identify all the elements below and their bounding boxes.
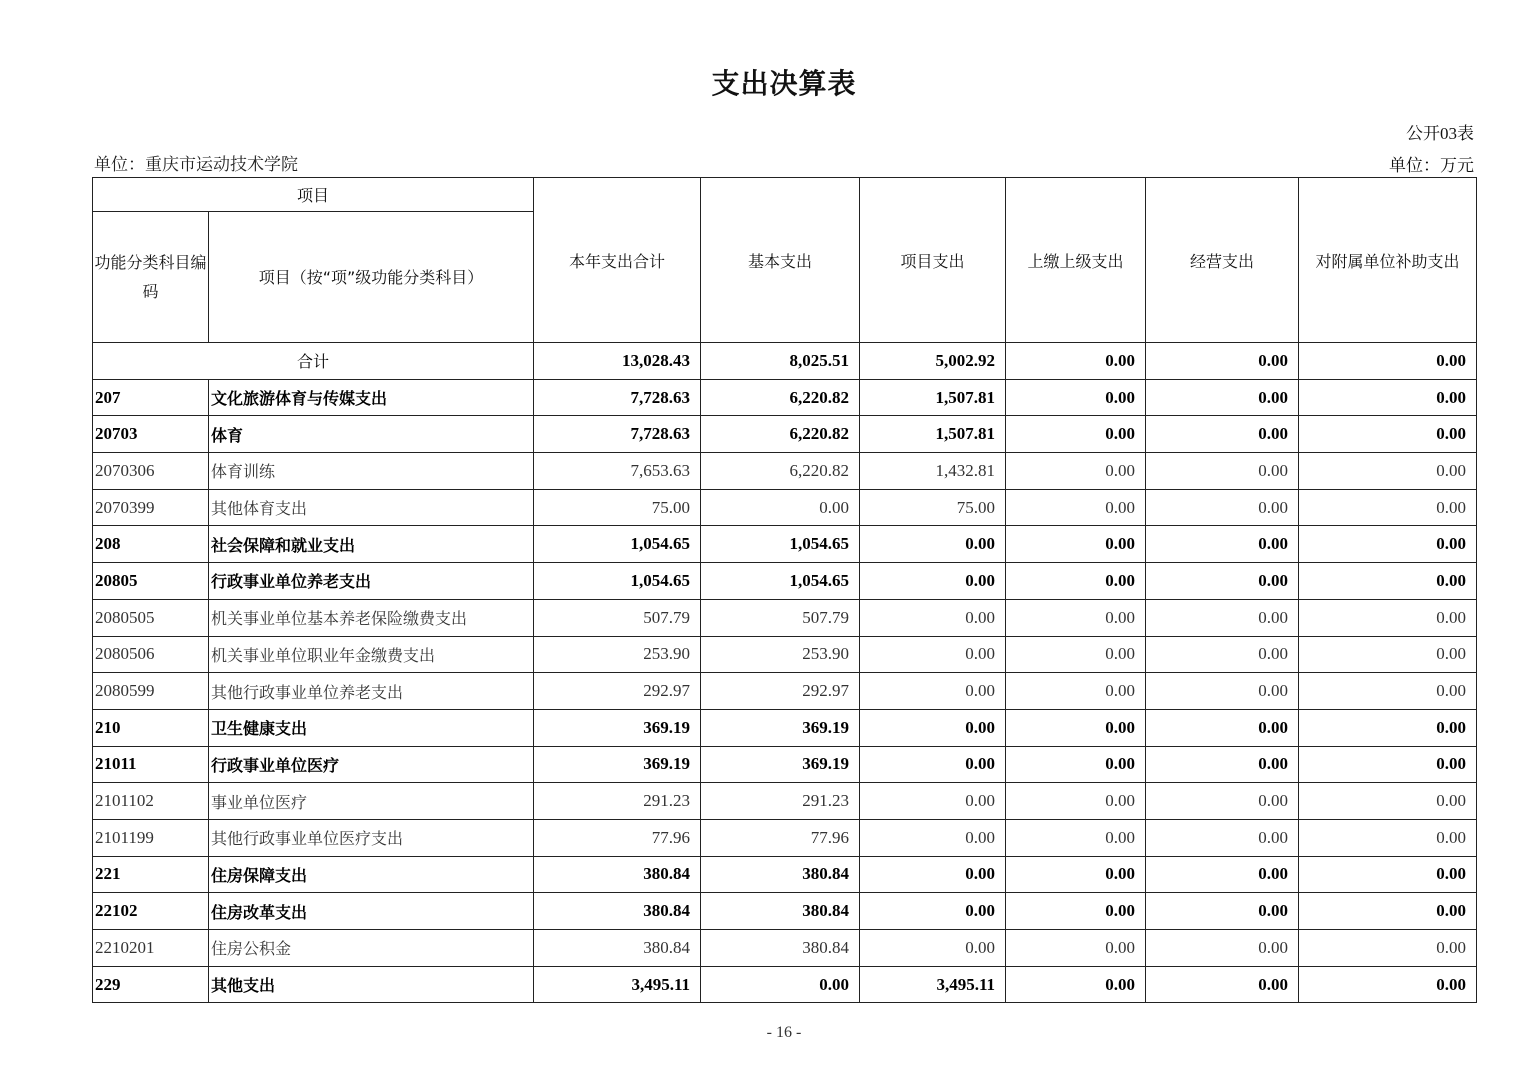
- row-value: 0.00: [1299, 599, 1477, 636]
- row-name: 机关事业单位基本养老保险缴费支出: [209, 599, 534, 636]
- row-value: 0.00: [1006, 379, 1146, 416]
- row-value: 0.00: [860, 819, 1006, 856]
- row-value: 0.00: [1146, 966, 1299, 1003]
- row-value: 7,728.63: [534, 379, 701, 416]
- row-code: 2070399: [93, 489, 209, 526]
- currency-unit: 单位：万元: [1389, 156, 1474, 175]
- document-title: 支出决算表: [711, 67, 857, 100]
- header-project-group: 项目: [93, 178, 534, 212]
- row-value: 7,653.63: [534, 453, 701, 490]
- row-value: 369.19: [701, 746, 860, 783]
- page-number: - 16 -: [766, 1024, 802, 1041]
- row-value: 0.00: [1006, 416, 1146, 453]
- row-value: 380.84: [534, 893, 701, 930]
- row-name: 行政事业单位医疗: [209, 746, 534, 783]
- row-value: 75.00: [860, 489, 1006, 526]
- row-value: 0.00: [1299, 966, 1477, 1003]
- row-value: 0.00: [1006, 526, 1146, 563]
- table-row: [93, 819, 1477, 856]
- row-value: 0.00: [1006, 966, 1146, 1003]
- row-value: 0.00: [701, 966, 860, 1003]
- row-value: 0.00: [1299, 563, 1477, 600]
- row-value: 0.00: [1299, 489, 1477, 526]
- row-value: 0.00: [1146, 526, 1299, 563]
- header-project-expenditure: 项目支出: [860, 178, 1006, 343]
- row-code: 2080505: [93, 599, 209, 636]
- row-value: 0.00: [1006, 783, 1146, 820]
- table-row: [93, 526, 1477, 563]
- row-value: 380.84: [534, 930, 701, 967]
- row-value: 1,054.65: [534, 563, 701, 600]
- total-value: 13,028.43: [534, 343, 701, 380]
- table-row: [93, 489, 1477, 526]
- row-value: 0.00: [701, 489, 860, 526]
- header-basic-expenditure: 基本支出: [701, 178, 860, 343]
- row-name: 其他体育支出: [209, 489, 534, 526]
- header-code: [93, 212, 209, 343]
- total-value: 0.00: [1006, 343, 1146, 380]
- row-value: 0.00: [1299, 746, 1477, 783]
- row-value: 507.79: [701, 599, 860, 636]
- row-name: 其他行政事业单位医疗支出: [209, 819, 534, 856]
- row-value: 6,220.82: [701, 379, 860, 416]
- row-value: 0.00: [860, 673, 1006, 710]
- row-code: 22102: [93, 893, 209, 930]
- header-operating-expenditure: 经营支出: [1146, 178, 1299, 343]
- row-value: 369.19: [534, 709, 701, 746]
- row-value: 0.00: [1006, 856, 1146, 893]
- row-value: 0.00: [1299, 893, 1477, 930]
- row-value: 0.00: [1146, 563, 1299, 600]
- row-value: 1,507.81: [860, 416, 1006, 453]
- row-value: 0.00: [1299, 453, 1477, 490]
- row-value: 0.00: [1146, 599, 1299, 636]
- row-value: 292.97: [701, 673, 860, 710]
- row-value: 0.00: [1006, 489, 1146, 526]
- row-value: 0.00: [1146, 416, 1299, 453]
- table-row: [93, 746, 1477, 783]
- row-value: 1,432.81: [860, 453, 1006, 490]
- row-value: 0.00: [1146, 489, 1299, 526]
- row-value: 6,220.82: [701, 416, 860, 453]
- total-value: 8,025.51: [701, 343, 860, 380]
- row-value: 0.00: [1299, 856, 1477, 893]
- header-total-expenditure: 本年支出合计: [534, 178, 701, 343]
- row-code: 20703: [93, 416, 209, 453]
- row-value: 253.90: [701, 636, 860, 673]
- row-value: 0.00: [860, 563, 1006, 600]
- row-value: 0.00: [1006, 893, 1146, 930]
- row-code: 2080506: [93, 636, 209, 673]
- row-name: 行政事业单位养老支出: [209, 563, 534, 600]
- table-row: [93, 709, 1477, 746]
- row-value: 77.96: [534, 819, 701, 856]
- table-row: [93, 379, 1477, 416]
- row-name: 体育训练: [209, 453, 534, 490]
- row-value: 507.79: [534, 599, 701, 636]
- row-name: 卫生健康支出: [209, 709, 534, 746]
- row-value: 292.97: [534, 673, 701, 710]
- row-value: 0.00: [1146, 379, 1299, 416]
- row-name: 其他支出: [209, 966, 534, 1003]
- row-value: 0.00: [1146, 636, 1299, 673]
- organization-unit: 单位：重庆市运动技术学院: [94, 155, 298, 174]
- row-value: 0.00: [1299, 379, 1477, 416]
- row-value: 0.00: [1146, 819, 1299, 856]
- row-value: 1,054.65: [701, 563, 860, 600]
- total-label: 合计: [93, 343, 534, 380]
- row-value: 3,495.11: [860, 966, 1006, 1003]
- row-value: 0.00: [860, 893, 1006, 930]
- row-code: 21011: [93, 746, 209, 783]
- row-name: 住房公积金: [209, 930, 534, 967]
- row-value: 0.00: [1146, 783, 1299, 820]
- row-value: 0.00: [1146, 746, 1299, 783]
- row-value: 0.00: [1299, 709, 1477, 746]
- row-value: 0.00: [1006, 819, 1146, 856]
- total-value: 0.00: [1146, 343, 1299, 380]
- row-value: 0.00: [1299, 673, 1477, 710]
- row-value: 0.00: [860, 636, 1006, 673]
- row-value: 0.00: [1299, 636, 1477, 673]
- row-code: 2080599: [93, 673, 209, 710]
- total-value: 5,002.92: [860, 343, 1006, 380]
- table-row: [93, 673, 1477, 710]
- row-name: 文化旅游体育与传媒支出: [209, 379, 534, 416]
- row-code: 2210201: [93, 930, 209, 967]
- row-code: 221: [93, 856, 209, 893]
- row-value: 380.84: [701, 893, 860, 930]
- table-row: [93, 930, 1477, 967]
- row-value: 0.00: [1146, 673, 1299, 710]
- row-value: 1,054.65: [534, 526, 701, 563]
- header-remit-superior: 上缴上级支出: [1006, 178, 1146, 343]
- row-value: 0.00: [1146, 893, 1299, 930]
- total-row: [93, 343, 1477, 380]
- row-value: 0.00: [1006, 709, 1146, 746]
- row-code: 207: [93, 379, 209, 416]
- row-value: 0.00: [860, 526, 1006, 563]
- row-value: 7,728.63: [534, 416, 701, 453]
- table-row: [93, 453, 1477, 490]
- row-value: 0.00: [1299, 526, 1477, 563]
- row-name: 其他行政事业单位养老支出: [209, 673, 534, 710]
- row-code: 208: [93, 526, 209, 563]
- row-value: 0.00: [1299, 930, 1477, 967]
- row-name: 住房改革支出: [209, 893, 534, 930]
- row-value: 3,495.11: [534, 966, 701, 1003]
- row-name: 事业单位医疗: [209, 783, 534, 820]
- row-value: 291.23: [701, 783, 860, 820]
- row-value: 1,054.65: [701, 526, 860, 563]
- row-value: 0.00: [860, 930, 1006, 967]
- row-value: 1,507.81: [860, 379, 1006, 416]
- expenditure-table: [92, 177, 1477, 1003]
- row-value: 369.19: [534, 746, 701, 783]
- row-value: 0.00: [1006, 599, 1146, 636]
- row-value: 0.00: [1006, 453, 1146, 490]
- table-row: [93, 636, 1477, 673]
- row-value: 380.84: [701, 930, 860, 967]
- row-value: 291.23: [534, 783, 701, 820]
- row-value: 0.00: [1146, 930, 1299, 967]
- row-value: 0.00: [860, 856, 1006, 893]
- row-code: 20805: [93, 563, 209, 600]
- row-value: 0.00: [860, 709, 1006, 746]
- row-value: 0.00: [1006, 746, 1146, 783]
- table-row: [93, 856, 1477, 893]
- form-number: 公开03表: [1406, 124, 1474, 143]
- row-value: 0.00: [1299, 416, 1477, 453]
- row-code: 2070306: [93, 453, 209, 490]
- row-name: 社会保障和就业支出: [209, 526, 534, 563]
- row-value: 0.00: [1006, 673, 1146, 710]
- table-row: [93, 416, 1477, 453]
- row-value: 0.00: [1006, 636, 1146, 673]
- row-value: 0.00: [1299, 783, 1477, 820]
- row-code: 2101199: [93, 819, 209, 856]
- table-row: [93, 563, 1477, 600]
- header-row-1: [93, 178, 1477, 212]
- row-value: 6,220.82: [701, 453, 860, 490]
- row-value: 0.00: [1006, 930, 1146, 967]
- header-item-name: 项目（按“项”级功能分类科目）: [209, 212, 534, 343]
- total-value: 0.00: [1299, 343, 1477, 380]
- row-value: 380.84: [534, 856, 701, 893]
- row-value: 0.00: [860, 599, 1006, 636]
- row-value: 0.00: [860, 746, 1006, 783]
- table-row: [93, 599, 1477, 636]
- row-code: 229: [93, 966, 209, 1003]
- header-subsidy-affiliates: 对附属单位补助支出: [1299, 178, 1477, 343]
- row-value: 75.00: [534, 489, 701, 526]
- row-name: 体育: [209, 416, 534, 453]
- row-value: 0.00: [860, 783, 1006, 820]
- table-row: [93, 783, 1477, 820]
- row-value: 77.96: [701, 819, 860, 856]
- row-value: 0.00: [1146, 856, 1299, 893]
- header-code-label: 功能分类科目编码: [94, 253, 207, 301]
- table-row: [93, 966, 1477, 1003]
- row-value: 0.00: [1146, 453, 1299, 490]
- row-value: 0.00: [1146, 709, 1299, 746]
- row-value: 380.84: [701, 856, 860, 893]
- row-name: 机关事业单位职业年金缴费支出: [209, 636, 534, 673]
- row-value: 369.19: [701, 709, 860, 746]
- table-row: [93, 893, 1477, 930]
- row-code: 2101102: [93, 783, 209, 820]
- row-code: 210: [93, 709, 209, 746]
- row-name: 住房保障支出: [209, 856, 534, 893]
- row-value: 0.00: [1299, 819, 1477, 856]
- row-value: 253.90: [534, 636, 701, 673]
- row-value: 0.00: [1006, 563, 1146, 600]
